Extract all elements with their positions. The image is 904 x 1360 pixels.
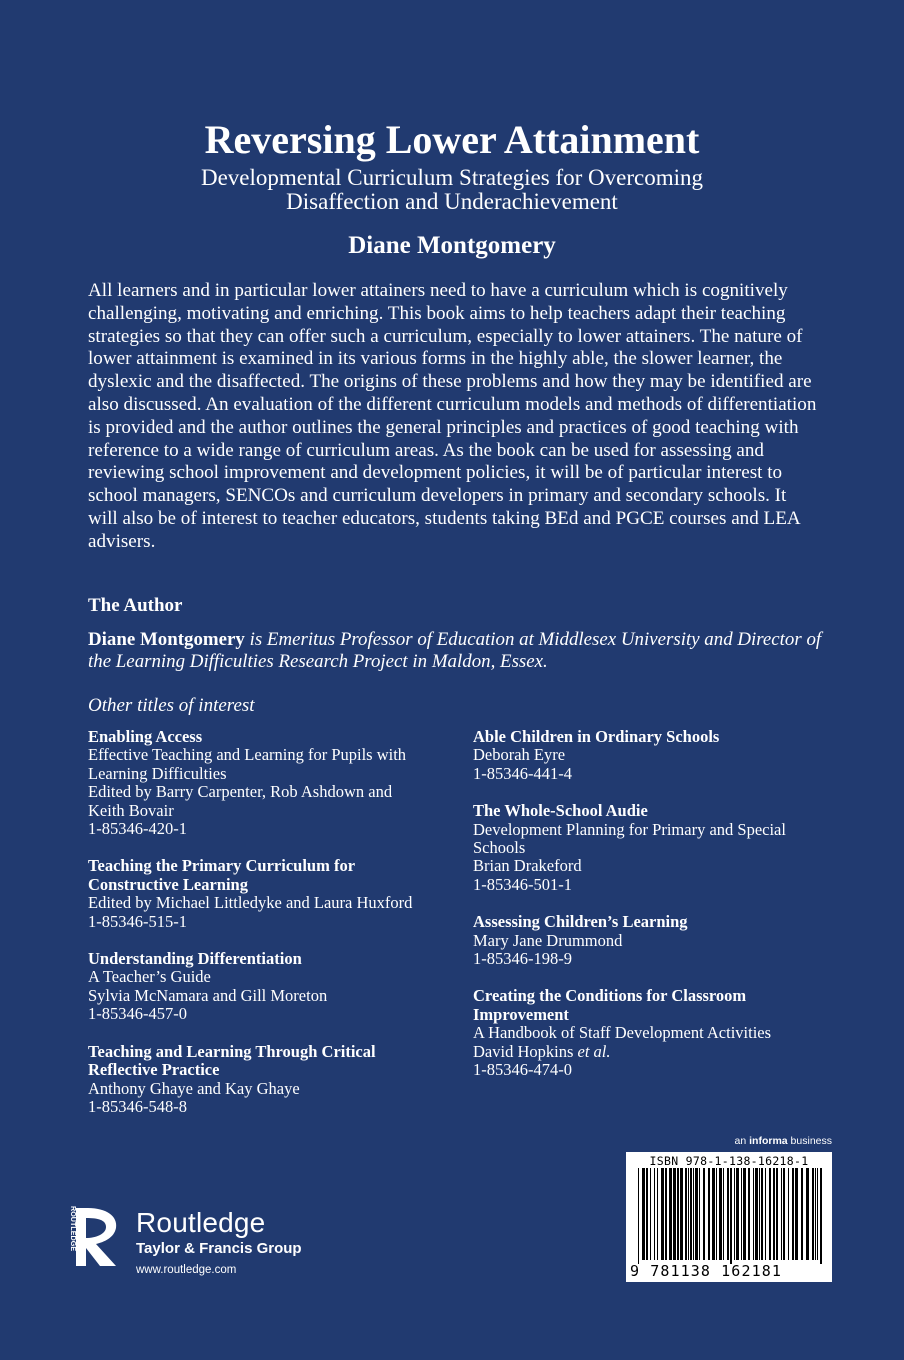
publisher-brand <box>136 1207 302 1278</box>
barcode-bar <box>716 1168 717 1260</box>
informa-bold: informa <box>749 1135 788 1147</box>
barcode-bar <box>761 1168 763 1260</box>
barcode-bar <box>654 1168 655 1260</box>
related-book-isbn: 1-85346-420-1 <box>88 819 187 839</box>
barcode-bar <box>792 1168 794 1260</box>
barcode-bar <box>806 1168 809 1260</box>
barcode-bar <box>677 1168 679 1260</box>
barcode-bar <box>776 1168 778 1260</box>
barcode-bar <box>650 1168 651 1260</box>
barcode-bar <box>685 1168 687 1260</box>
related-book <box>473 913 833 968</box>
barcode-bar <box>812 1168 814 1260</box>
related-book-line: Schools <box>473 838 526 858</box>
informa-tagline <box>735 1134 832 1148</box>
barcode-bar <box>727 1168 729 1260</box>
barcode-bar <box>680 1168 683 1260</box>
book-subtitle <box>0 166 904 214</box>
related-book-line: Learning Difficulties <box>88 763 227 783</box>
barcode-bar <box>703 1168 705 1260</box>
barcode-bar <box>769 1168 771 1260</box>
related-book-isbn: 1-85346-501-1 <box>473 874 572 894</box>
barcode-bar <box>661 1168 664 1260</box>
barcode-bar <box>642 1168 645 1260</box>
barcode-bar <box>719 1168 722 1260</box>
barcode-bar <box>788 1168 789 1260</box>
barcode-bar <box>801 1168 803 1260</box>
related-book-title: Enabling Access <box>88 727 203 746</box>
barcode-bar <box>695 1168 698 1260</box>
barcode-bar <box>795 1168 798 1260</box>
barcode-bar <box>646 1168 648 1260</box>
related-book-line: A Teacher’s Guide <box>88 967 211 987</box>
related-book-line: Effective Teaching and Learning for Pupils with <box>88 745 407 765</box>
related-book-title: Reflective Practice <box>88 1060 220 1080</box>
isbn-barcode <box>626 1152 832 1282</box>
related-book-isbn: 1-85346-441-4 <box>473 763 572 783</box>
related-book <box>473 728 833 783</box>
related-book <box>88 950 460 1024</box>
related-book-author <box>473 1043 833 1061</box>
barcode-bar <box>748 1168 750 1260</box>
related-book <box>473 987 833 1079</box>
barcode-bar <box>657 1168 658 1260</box>
informa-prefix: an <box>734 1135 750 1147</box>
book-title: Reversing Lower Attainment <box>204 117 700 162</box>
related-book-line: Sylvia McNamara and Gill Moreton <box>88 985 328 1005</box>
other-titles-heading: Other titles of interest <box>88 695 255 716</box>
related-book-line: Mary Jane Drummond <box>473 930 623 950</box>
author-bio-name: Diane Montgomery <box>88 629 245 650</box>
barcode-bar <box>773 1168 775 1260</box>
barcode-bar <box>638 1168 639 1264</box>
related-book <box>473 802 833 894</box>
barcode-bar <box>743 1168 746 1260</box>
barcode-bar <box>665 1168 667 1260</box>
routledge-logo-wordmark: ROUTLEDGE <box>69 1206 78 1252</box>
barcode-digits: 9 781138 162181 <box>630 1262 782 1280</box>
subtitle-line-1: Developmental Curriculum Strategies for Overcoming <box>200 165 704 190</box>
author-bio-text: is Emeritus Professor of Education at Middlesex University and Director of the Learning Difficulties Research Project in Maldon, Essex. <box>88 629 822 672</box>
barcode-bars <box>638 1168 824 1264</box>
related-book-title: The Whole-School Audie <box>473 801 648 821</box>
related-book-line: Edited by Michael Littledyke and Laura Huxford <box>88 893 413 913</box>
barcode-bar <box>688 1168 689 1260</box>
other-titles-left-column <box>88 728 460 1116</box>
related-book-isbn: 1-85346-198-9 <box>473 949 572 969</box>
about-author-heading: The Author <box>88 595 183 616</box>
barcode-bar <box>669 1168 672 1260</box>
routledge-logo-mark <box>66 1204 128 1270</box>
related-book-line: Development Planning for Primary and Special <box>473 819 786 839</box>
barcode-bar <box>736 1168 739 1260</box>
barcode-bar <box>673 1168 676 1260</box>
barcode-bar <box>817 1168 818 1260</box>
barcode-bar <box>765 1168 766 1260</box>
routledge-logo-swoosh <box>76 1208 116 1266</box>
related-book-title: Improvement <box>473 1004 569 1024</box>
related-book-title: Constructive Learning <box>88 874 248 894</box>
barcode-bar <box>783 1168 785 1260</box>
related-book-title: Creating the Conditions for Classroom <box>473 986 747 1006</box>
related-book-author-main: David Hopkins <box>473 1041 578 1061</box>
barcode-bar <box>730 1168 732 1264</box>
related-book-isbn: 1-85346-548-8 <box>88 1096 187 1116</box>
isbn-text: ISBN 978-1-138-16218-1 <box>649 1154 809 1168</box>
related-book-line: Brian Drakeford <box>473 856 582 876</box>
related-book-title: Assessing Children’s Learning <box>473 912 688 932</box>
barcode-bar <box>734 1168 735 1260</box>
related-book-isbn: 1-85346-474-0 <box>473 1060 572 1080</box>
related-book-line: Keith Bovair <box>88 800 174 820</box>
related-book-author-etal: et al. <box>577 1041 611 1061</box>
subtitle-line-2: Disaffection and Underachievement <box>286 189 618 214</box>
related-book <box>88 857 460 931</box>
book-blurb: All learners and in particular lower attainers need to have a curriculum which is cognitively challenging, motivating and enriching. This book aims to help teachers adapt their teaching strategies so that they can offer such a curriculum, especially to lower attainers. The nature of lower attainment is examined in its various forms in the highly able, the slower learner, the dyslexic and the disaffected. The origins of these problems and how they may be identified are also discussed. An evaluation of the different curriculum models and methods of differentiation is provided and the author outlines the general principles and practices of good teaching with reference to a wide range of curriculum areas. As the book can be used for assessing and reviewing school improvement and development policies, it will be of particular interest to school managers, SENCOs and curriculum developers in primary and secondary schools. It will also be of interest to teacher educators, students taking BEd and PGCE courses and LEA advisers. <box>88 280 817 552</box>
related-book-isbn: 1-85346-457-0 <box>88 1004 187 1024</box>
barcode-bar <box>753 1168 754 1260</box>
other-titles-right-column <box>473 728 833 1080</box>
related-book-line: Edited by Barry Carpenter, Rob Ashdown and <box>88 782 393 802</box>
related-book-isbn: 1-85346-515-1 <box>88 911 187 931</box>
related-book-line: Deborah Eyre <box>473 745 566 765</box>
barcode-bar <box>815 1168 816 1260</box>
barcode-bar <box>723 1168 724 1260</box>
publisher-name: Routledge <box>136 1207 266 1238</box>
related-book-title: Teaching the Primary Curriculum for <box>88 856 356 876</box>
related-book-title: Understanding Differentiation <box>88 949 302 969</box>
barcode-bar <box>741 1168 742 1260</box>
barcode-bar <box>759 1168 760 1260</box>
barcode-bar <box>820 1168 822 1264</box>
informa-suffix: business <box>787 1135 832 1147</box>
related-book-line: Anthony Ghaye and Kay Ghaye <box>88 1078 300 1098</box>
related-book-line: A Handbook of Staff Development Activities <box>473 1023 772 1043</box>
barcode-bar <box>708 1168 710 1260</box>
author-bio <box>88 629 838 673</box>
barcode-bar <box>690 1168 692 1260</box>
related-book-title: Teaching and Learning Through Critical <box>88 1041 376 1061</box>
barcode-bar <box>781 1168 782 1260</box>
related-book <box>88 1043 460 1117</box>
author-name: Diane Montgomery <box>348 232 556 259</box>
barcode-bar <box>699 1168 700 1260</box>
related-book-title: Able Children in Ordinary Schools <box>473 727 720 746</box>
publisher-url: www.routledge.com <box>136 1264 237 1276</box>
publisher-group: Taylor & Francis Group <box>136 1240 302 1257</box>
barcode-bar <box>693 1168 694 1260</box>
related-book <box>88 728 460 838</box>
barcode-bar <box>712 1168 715 1260</box>
barcode-bar <box>755 1168 758 1260</box>
